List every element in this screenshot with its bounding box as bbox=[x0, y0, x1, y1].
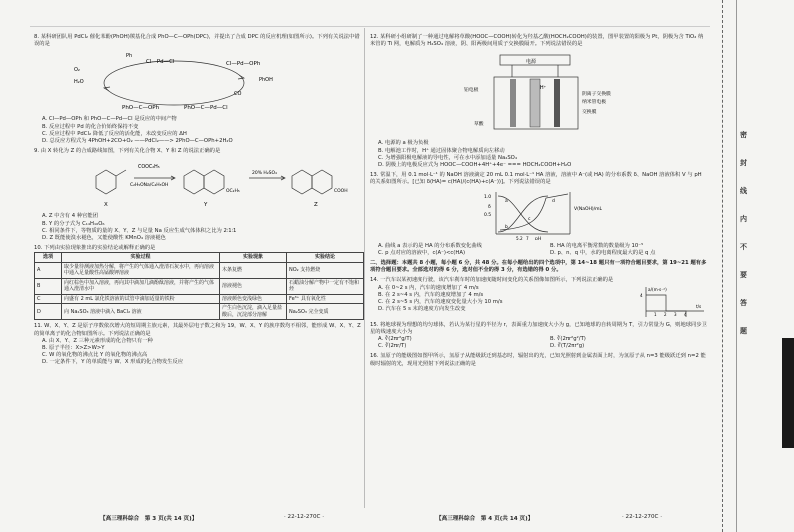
q15-option-b: B. ∛(2πr²g²/T) bbox=[550, 336, 586, 343]
table-cell: B bbox=[35, 278, 62, 294]
question-12 bbox=[370, 34, 708, 169]
right-footer-code: · 22-12-270C · bbox=[622, 514, 662, 520]
q13-label-c: c bbox=[528, 216, 531, 222]
table-row bbox=[35, 294, 364, 304]
q13-label-a: a bbox=[505, 198, 508, 204]
question-11 bbox=[34, 323, 364, 366]
q11-stem: 11. W、X、Y、Z 是原子序数依次增大的短周期主族元素，其最外层电子数之和为 19，W、X、Y 的族序数均不相邻，能形成 W、X、Y、Z 的简单离子的化合物如图所示。下列说法正确的是 bbox=[34, 323, 361, 337]
binding-char: 封 bbox=[740, 159, 747, 167]
table-row bbox=[35, 304, 364, 320]
table-cell: Na₂SO₃ 完全变质 bbox=[287, 304, 364, 320]
top-rule bbox=[30, 26, 710, 27]
q13-option-d: D. p、n、q 中，水的电离程度最大的是 q 点 bbox=[550, 249, 656, 256]
q13-option-a: A. 曲线 a 表示的是 HA 的分布系数变化曲线 bbox=[378, 242, 482, 249]
table-cell: 向 Na₂SO₃ 溶液中滴入 BaCl₂ 溶液 bbox=[62, 304, 220, 320]
q14-option-c: C. 在 2 s~5 s 内，汽车的速度变化量大小为 10 m/s bbox=[378, 299, 503, 306]
table-cell: 石蜡油分解产物中一定有不饱和烃 bbox=[287, 278, 364, 294]
q8-label-pdcl2: Cl—Pd—Cl bbox=[146, 59, 175, 66]
q9-mol-y: Y bbox=[204, 202, 208, 209]
table-cell: C bbox=[35, 294, 62, 304]
q12-electrolysis-svg bbox=[370, 51, 708, 137]
q11-option-c: C. W 的氧化物的沸点比 Y 的氧化物的沸点高 bbox=[42, 352, 148, 359]
question-14 bbox=[370, 277, 708, 318]
q13-options-row-2 bbox=[370, 250, 708, 257]
q15-option-a: A. ∛(2πr²g/T) bbox=[378, 336, 412, 343]
q15-options-row-1 bbox=[370, 336, 708, 343]
q14-tick-4: 4 bbox=[684, 311, 687, 317]
q9-label-cooh: COOH bbox=[334, 189, 348, 195]
q9-label-oc2h5: OC₂H₅ bbox=[226, 189, 240, 195]
binding-char: 题 bbox=[740, 327, 747, 335]
q14-tick-2: 2 bbox=[664, 311, 667, 317]
q13-label-b: b bbox=[505, 224, 508, 230]
table-header-cell: 选项 bbox=[35, 253, 62, 263]
q9-synthesis-figure bbox=[34, 158, 364, 210]
q12-option-d: D. 阴极上的电极反应式为 HOOC—COOH+4H⁺+4e⁻ === HOCH₂COOH+H₂O bbox=[378, 162, 572, 169]
q9-label-cooc2h5: COOC₂H₅ bbox=[138, 165, 160, 171]
q8-mechanism-svg bbox=[34, 51, 364, 113]
q9-mol-x: X bbox=[104, 202, 108, 209]
table-cell: Fe³⁺ 具有氧化性 bbox=[287, 294, 364, 304]
q9-stem: 9. 由 X 转化为 Z 的合成路线如图，下列有关化合物 X、Y 和 Z 的说法正确的是 bbox=[34, 148, 221, 155]
q16-stem: 16. 氢原子的能级图如图甲所示，氢原子从能级跃迁到基态时，辐射出的光，已知光照射到金属表面上时，为氢原子从 n=3 能级跃迁到 n=2 能级时辐射的光，现用光照射下列说法正确的是 bbox=[370, 353, 706, 367]
q8-label-dpc: PhO—C—OPh bbox=[122, 105, 160, 112]
q9-option-b: B. Y 的分子式为 C₁₄H₁₆O₆ bbox=[42, 220, 105, 227]
q13-titration-svg bbox=[370, 190, 708, 240]
q9-mol-z: Z bbox=[314, 202, 318, 209]
q15-option-c: C. ∛(2πr/T) bbox=[378, 343, 407, 350]
q14-option-a: A. 在 0~2 s 内，汽车的速度增加了 4 m/s bbox=[378, 284, 479, 291]
q8-label-o2: O₂ bbox=[74, 67, 80, 74]
right-footer: 【高三理科综合 第 4 页(共 14 页)】 bbox=[436, 516, 534, 522]
q12-label-h: H⁺ bbox=[540, 86, 547, 92]
question-13 bbox=[370, 172, 708, 257]
q10-table bbox=[34, 252, 364, 320]
q8-label-phoh: PhOH bbox=[259, 77, 273, 84]
table-cell: 溶液颜色变浅绿色 bbox=[220, 294, 287, 304]
table-row bbox=[35, 278, 364, 294]
binding-margin bbox=[716, 0, 794, 532]
q12-label-power: 电源 bbox=[526, 59, 537, 66]
q9-synthesis-svg bbox=[34, 158, 364, 210]
table-cell: D bbox=[35, 304, 62, 320]
q13-label-ph: pH bbox=[535, 236, 542, 240]
question-8 bbox=[34, 34, 364, 145]
q15-stem: 15. 将地球视为理想的均匀球体，若认为某行星的半径为 r，表面重力加速度大小为 g，已知地球的自转周期为 T，引力常量为 G，则地球同步卫星的线速度大小为 bbox=[370, 321, 707, 335]
q14-options bbox=[370, 285, 638, 319]
q12-option-c: C. 为增强阳极电解液的导电性，可在水中添加适量 Na₂SO₄ bbox=[378, 154, 517, 161]
table-cell: 溶液褪色 bbox=[220, 278, 287, 294]
q14-option-d: D. 汽车在 5 s 末的速度方向发生改变 bbox=[378, 306, 466, 313]
table-cell: 木条复燃 bbox=[220, 262, 287, 278]
q13-stem: 13. 常温下，用 0.1 mol·L⁻¹ 的 NaOH 溶液滴定 20 mL 0.1 mol·L⁻¹ HA 溶液，溶液中 A⁻(或 HA) 的分布系数 δ、NaOH 溶液体积 V 与 pH 的关系如图所示。[已知 δ(HA)= c(HA)/(c(HA)+c(A⁻))]。下列说法错误的是 bbox=[370, 172, 702, 186]
section-2-instructions: 二、选择题：本题共 8 小题，每小题 6 分，共 48 分。在每小题给出的四个选项中，第 14~18 题只有一项符合题目要求，第 19~21 题有多项符合题目要求。全部选对的得 6 分，选对但不全的得 3 分，有选错的得 0 分。 bbox=[370, 260, 707, 274]
q8-option-d: D. 总反应方程式为 4PhOH+2CO+O₂ ——PdCl₂——> 2PhO—C—OPh+2H₂O bbox=[42, 138, 233, 145]
binding-char: 答 bbox=[740, 299, 747, 307]
q13-label-7: 7 bbox=[526, 235, 529, 240]
q14-option-b: B. 在 2 s~4 s 内，汽车的速度增加了 4 m/s bbox=[378, 291, 484, 298]
q13-label-52: 5.2 bbox=[516, 235, 523, 240]
q13-option-c: C. p 点对应的溶液中，c(A⁻)<c(HA) bbox=[378, 249, 466, 256]
q12-label-exchange: 交换膜 bbox=[582, 110, 597, 116]
q8-mechanism-figure bbox=[34, 51, 364, 113]
binding-char: 要 bbox=[740, 271, 747, 279]
table-row bbox=[35, 262, 364, 278]
binding-char: 不 bbox=[740, 243, 747, 251]
q10-stem: 10. 下列由实验现象推出的实验结论或解释正确的是 bbox=[34, 245, 156, 252]
table-cell: 向盛有 2 mL 氯化铁溶液的试管中滴加适量的铁粉 bbox=[62, 294, 220, 304]
q12-label-oxalic: 草酸 bbox=[474, 122, 484, 128]
table-header-row bbox=[35, 253, 364, 263]
q14-tick-1: 1 bbox=[654, 311, 657, 317]
binding-dashed-line bbox=[722, 0, 723, 532]
q8-option-b: B. 反应过程中 Pd 的化合价始终保持不变 bbox=[42, 123, 139, 130]
q14-acceleration-graph bbox=[638, 285, 708, 319]
q13-label-delta: δ bbox=[488, 204, 491, 210]
q14-label-axis-a: a/(m·s⁻²) bbox=[648, 286, 667, 292]
q12-option-a: A. 电源的 a 极为负极 bbox=[378, 140, 429, 147]
q14-label-axis-t: t/s bbox=[696, 303, 702, 309]
table-cell: A bbox=[35, 262, 62, 278]
question-15 bbox=[370, 322, 708, 351]
q12-label-membrane: 阴离子交换膜 bbox=[582, 92, 611, 98]
q12-electrolysis-figure bbox=[370, 51, 708, 137]
q13-label-d: d bbox=[552, 198, 555, 204]
left-footer-code: · 22-12-270C · bbox=[284, 514, 324, 520]
table-header-cell: 实验结论 bbox=[287, 253, 364, 263]
q9-label-reagent2: 20% H₂SO₄ bbox=[252, 171, 277, 177]
q13-label-vnaoh: V(NaOH)/mL bbox=[574, 206, 603, 212]
q12-stem: 12. 某科研小组研制了一种通过电解将草酸(HOOC—COOH)转化为羟基乙酸(HOCH₂COOH)的装置，图甲装置的阳极为 Pt，阴极为含 TiO₂ 纳米管的 Ti 网，电解质为 H₂SO₄ 溶液，阴、阳两极间用质子交换膜隔开。下列说法错误的是 bbox=[370, 34, 704, 48]
q14-label-4: 4 bbox=[640, 292, 643, 298]
binding-char: 内 bbox=[740, 215, 747, 223]
q9-option-a: A. Z 中含有 4 种官能团 bbox=[42, 213, 99, 220]
q15-options-row-2 bbox=[370, 343, 708, 350]
binding-solid-line bbox=[736, 0, 737, 532]
q9-option-c: C. 相同条件下，等物质的量的 X、Y、Z 与足量 Na 反应生成气体体积之比为 2∶1∶1 bbox=[42, 227, 237, 234]
q8-label-co: CO bbox=[234, 91, 242, 98]
q8-option-a: A. Cl—Pd—OPh 和 PhO—C—Pd—Cl 是反应的中间产物 bbox=[42, 116, 177, 123]
q14-tick-3: 3 bbox=[674, 311, 677, 317]
q11-option-a: A. 由 X、Y、Z 三种元素形成的化合物只有一种 bbox=[42, 337, 153, 344]
q13-label-05: 0.5 bbox=[484, 212, 492, 218]
binding-char: 线 bbox=[740, 187, 747, 195]
question-16 bbox=[370, 353, 708, 367]
q13-options-row-1 bbox=[370, 243, 708, 250]
q15-option-d: D. ∛(T/2πr²g) bbox=[550, 343, 585, 350]
q13-titration-figure bbox=[370, 190, 708, 240]
table-header-cell: 实验过程 bbox=[62, 253, 220, 263]
binding-black-bar bbox=[782, 338, 794, 448]
table-header-cell: 实验现象 bbox=[220, 253, 287, 263]
table-cell: 产生白色沉淀，滴入足量盐酸后，沉淀部分溶解 bbox=[220, 304, 287, 320]
left-footer: 【高三理科综合 第 3 页(共 14 页)】 bbox=[100, 516, 198, 522]
question-9 bbox=[34, 148, 364, 242]
q12-label-nanotube: 纳米管电极 bbox=[582, 100, 606, 106]
q11-option-b: B. 原子半径：X>Z>W>Y bbox=[42, 345, 105, 352]
binding-char: 密 bbox=[740, 131, 747, 139]
q9-option-d: D. Z 既能使溴水褪色，又能使酸性 KMnO₄ 溶液褪色 bbox=[42, 235, 166, 242]
q8-label-ph: Ph bbox=[126, 53, 133, 60]
q11-option-d: D. 一定条件下，Y 的单质能与 W、X 形成的化合物发生反应 bbox=[42, 359, 184, 366]
left-column bbox=[34, 34, 364, 370]
question-10 bbox=[34, 245, 364, 320]
q12-option-b: B. 电解池工作时，H⁺ 通过固体聚合物电解质向左移动 bbox=[378, 147, 505, 154]
right-column bbox=[370, 34, 708, 371]
q14-stem: 14. 一汽车以某初速度行驶，该汽车刹车时的加速度随时间变化的关系图像如图所示，下列说法正确的是 bbox=[370, 277, 614, 284]
q9-label-reagent1: C₂H₅ONa/C₂H₅OH bbox=[130, 183, 169, 189]
table-cell: 取少量待测液加热分解，将产生的气体通入澄清石灰水中，再向溶液中通入足量酸性高锰酸钾溶液 bbox=[62, 262, 220, 278]
table-cell: 向红棕色中加入溶液，再向其中滴加几滴酚酞溶液，并将产生的气体通入澄清水中 bbox=[62, 278, 220, 294]
q8-option-c: C. 反应过程中 PdCl₂ 降低了反应的活化能，未改变反应的 ΔH bbox=[42, 130, 187, 137]
q8-label-acyl: PhO—C—Pd—Cl bbox=[184, 105, 228, 112]
q14-body bbox=[370, 285, 708, 319]
q8-label-pdoph: Cl—Pd—OPh bbox=[226, 61, 261, 68]
q13-label-1: 1.0 bbox=[484, 194, 492, 200]
table-cell: NO₂ 支持燃烧 bbox=[287, 262, 364, 278]
q12-label-pt: 铂电极 bbox=[464, 88, 479, 94]
q8-stem: 8. 某科研团队用 PdCl₂ 催化苯酚(PhOH)羰基化合成 PhO—C—OPh(DPC)，并提出了合成 DPC 的反应机理(如图所示)。下列有关说法中错误的是 bbox=[34, 34, 360, 48]
q8-label-h2o: H₂O bbox=[74, 79, 84, 86]
q13-option-b: B. HA 的电离平衡常数的数量级为 10⁻⁵ bbox=[550, 242, 644, 249]
column-divider bbox=[364, 28, 365, 508]
